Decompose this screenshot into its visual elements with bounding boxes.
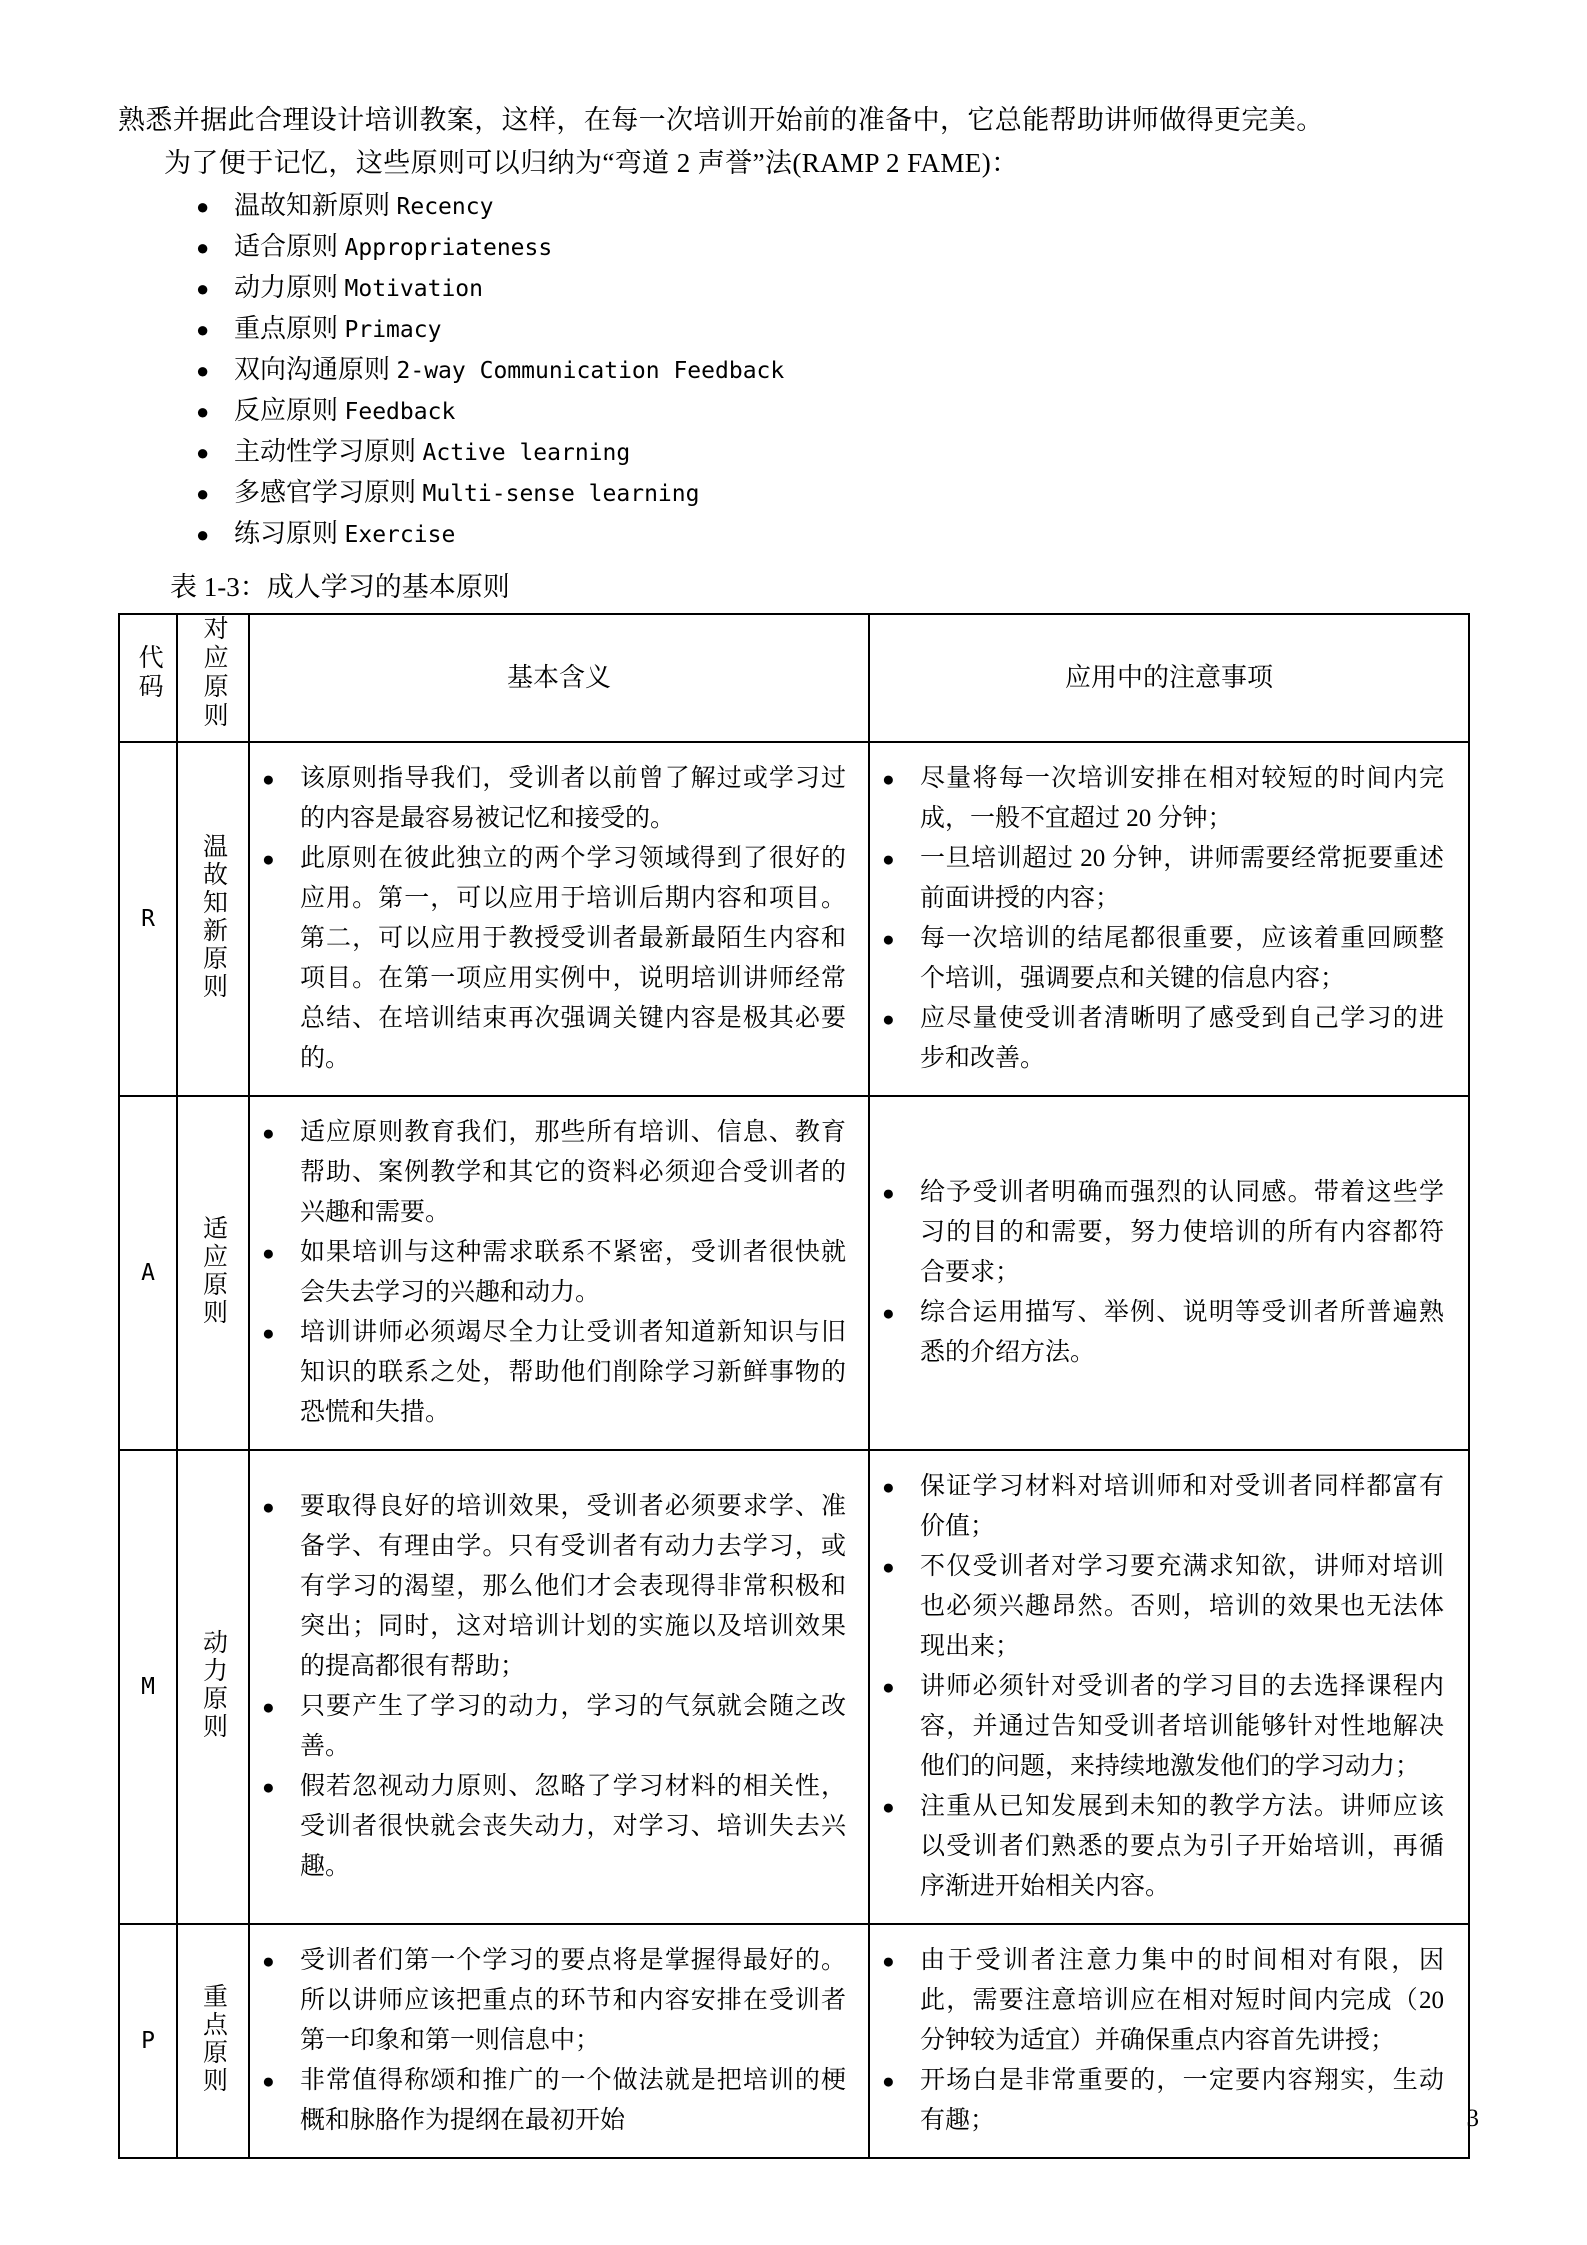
principles-table [118,613,1470,2159]
cell-bullet: ● 该原则指导我们，受训者以前曾了解过或学习过的内容是最容易被记忆和接受的。 [254,759,846,839]
bullet-icon: ● [196,358,210,383]
bullet-icon: ● [196,276,210,301]
row-code: A [119,1096,177,1450]
list-item-label: 温故知新原则 Recency [234,191,494,220]
bullet-icon: ● [196,481,210,506]
cell-bullet: ● 受训者们第一个学习的要点将是掌握得最好的。所以讲师应该把重点的环节和内容安排在受训者第一印象和第一则信息中； [254,1941,846,2061]
bullet-icon: ● [262,767,275,791]
list-item [118,350,1468,391]
column-header-notes: 应用中的注意事项 [869,614,1469,742]
column-header-code: 代码 [119,614,177,742]
bullet-icon: ● [882,1181,895,1205]
cell-bullet: ● 如果培训与这种需求联系不紧密，受训者很快就会失去学习的兴趣和动力。 [254,1233,846,1313]
list-item [118,227,1468,268]
cell-bullet: ● 不仅受训者对学习要充满求知欲，讲师对培训也必须兴趣昂然。否则，培训的效果也无法体现出来； [874,1547,1444,1667]
column-header-meaning: 基本含义 [249,614,869,742]
list-item-label: 多感官学习原则 Multi-sense learning [234,478,700,507]
page-number: 3 [1466,2105,1479,2132]
cell-bullet: ● 开场白是非常重要的，一定要内容翔实，生动有趣； [874,2061,1444,2141]
row-principle-name: 重点原则 [177,1924,249,2158]
cell-bullet: ● 尽量将每一次培训安排在相对较短的时间内完成，一般不宜超过 20 分钟； [874,759,1444,839]
cell-bullet: ● 讲师必须针对受训者的学习目的去选择课程内容，并通过告知受训者培训能够针对性地解决他们的问题，来持续地激发他们的学习动力； [874,1667,1444,1787]
cell-bullet: ● 综合运用描写、举例、说明等受训者所普遍熟悉的介绍方法。 [874,1293,1444,1373]
cell-bullet: ● 保证学习材料对培训师和对受训者同样都富有价值； [874,1467,1444,1547]
bullet-icon: ● [882,767,895,791]
row-code: P [119,1924,177,2158]
row-principle-name: 温故知新原则 [177,742,249,1096]
bullet-icon: ● [882,1301,895,1325]
row-notes [869,742,1469,1096]
bullet-icon: ● [882,927,895,951]
table-row [119,1450,1469,1924]
bullet-icon: ● [882,1475,895,1499]
list-item [118,514,1468,555]
row-code: R [119,742,177,1096]
table-header-row [119,614,1469,742]
row-notes [869,1924,1469,2158]
cell-bullet: ● 假若忽视动力原则、忽略了学习材料的相关性，受训者很快就会丧失动力，对学习、培训失去兴趣。 [254,1767,846,1887]
list-item [118,473,1468,514]
bullet-icon: ● [882,1007,895,1031]
cell-bullet: ● 由于受训者注意力集中的时间相对有限，因此，需要注意培训应在相对短时间内完成（20 分钟较为适宜）并确保重点内容首先讲授； [874,1941,1444,2061]
list-item [118,432,1468,473]
table-row [119,1924,1469,2158]
bullet-icon: ● [882,2069,895,2093]
list-item-label: 主动性学习原则 Active learning [234,437,631,466]
cell-bullet: ● 应尽量使受训者清晰明了感受到自己学习的进步和改善。 [874,999,1444,1079]
list-item-label: 重点原则 Primacy [234,314,442,343]
bullet-icon: ● [262,1495,275,1519]
principles-bullet-list [118,186,1468,555]
row-meaning [249,742,869,1096]
row-notes [869,1096,1469,1450]
row-principle-name: 适应原则 [177,1096,249,1450]
bullet-icon: ● [262,1695,275,1719]
list-item [118,309,1468,350]
cell-bullet: ● 此原则在彼此独立的两个学习领域得到了很好的应用。第一，可以应用于培训后期内容和项目。第二，可以应用于教授受训者最新最陌生内容和项目。在第一项应用实例中，说明培训讲师经常总结、在培训结束再次强调关键内容是极其必要的。 [254,839,846,1079]
bullet-icon: ● [882,847,895,871]
bullet-icon: ● [196,522,210,547]
bullet-icon: ● [262,1241,275,1265]
list-item-label: 双向沟通原则 2-way Communication Feedback [234,355,785,384]
bullet-icon: ● [262,847,275,871]
cell-bullet: ● 要取得良好的培训效果，受训者必须要求学、准备学、有理由学。只有受训者有动力去学习，或有学习的渴望，那么他们才会表现得非常积极和突出；同时，这对培训计划的实施以及培训效果的提高都很有帮助； [254,1487,846,1687]
column-header-principle: 对应原则 [177,614,249,742]
list-item-label: 适合原则 Appropriateness [234,232,553,261]
paragraph-intro: 熟悉并据此合理设计培训教案，这样，在每一次培训开始前的准备中，它总能帮助讲师做得更完美。 [118,105,1324,135]
bullet-icon: ● [882,1795,895,1819]
bullet-icon: ● [262,1121,275,1145]
cell-bullet: ● 培训讲师必须竭尽全力让受训者知道新知识与旧知识的联系之处，帮助他们削除学习新鲜事物的恐慌和失措。 [254,1313,846,1433]
table-caption: 表 1-3：成人学习的基本原则 [170,572,510,602]
cell-bullet: ● 适应原则教育我们，那些所有培训、信息、教育帮助、案例教学和其它的资料必须迎合受训者的兴趣和需要。 [254,1113,846,1233]
bullet-icon: ● [882,1675,895,1699]
cell-bullet: ● 非常值得称颂和推广的一个做法就是把培训的梗概和脉胳作为提纲在最初开始 [254,2061,846,2141]
row-meaning [249,1924,869,2158]
list-item [118,186,1468,227]
row-meaning [249,1096,869,1450]
list-item [118,268,1468,309]
bullet-icon: ● [262,1949,275,1973]
row-code: M [119,1450,177,1924]
row-meaning [249,1450,869,1924]
bullet-icon: ● [882,1949,895,1973]
bullet-icon: ● [262,2069,275,2093]
cell-bullet: ● 只要产生了学习的动力，学习的气氛就会随之改善。 [254,1687,846,1767]
cell-bullet: ● 每一次培训的结尾都很重要，应该着重回顾整个培训，强调要点和关键的信息内容； [874,919,1444,999]
bullet-icon: ● [196,317,210,342]
bullet-icon: ● [196,194,210,219]
list-item-label: 反应原则 Feedback [234,396,456,425]
paragraph-mnemonic: 为了便于记忆，这些原则可以归纳为“弯道 2 声誉”法(RAMP 2 FAME)： [164,148,1019,178]
bullet-icon: ● [882,1555,895,1579]
row-notes [869,1450,1469,1924]
table-row [119,1096,1469,1450]
bullet-icon: ● [196,440,210,465]
cell-bullet: ● 一旦培训超过 20 分钟，讲师需要经常扼要重述前面讲授的内容； [874,839,1444,919]
cell-bullet: ● 注重从已知发展到未知的教学方法。讲师应该以受训者们熟悉的要点为引子开始培训，再循序渐进开始相关内容。 [874,1787,1444,1907]
bullet-icon: ● [262,1321,275,1345]
list-item [118,391,1468,432]
cell-bullet: ● 给予受训者明确而强烈的认同感。带着这些学习的目的和需要，努力使培训的所有内容都符合要求； [874,1173,1444,1293]
list-item-label: 练习原则 Exercise [234,519,456,548]
bullet-icon: ● [196,235,210,260]
list-item-label: 动力原则 Motivation [234,273,483,302]
page-content [118,100,1468,2159]
table-row [119,742,1469,1096]
row-principle-name: 动力原则 [177,1450,249,1924]
bullet-icon: ● [262,1775,275,1799]
bullet-icon: ● [196,399,210,424]
